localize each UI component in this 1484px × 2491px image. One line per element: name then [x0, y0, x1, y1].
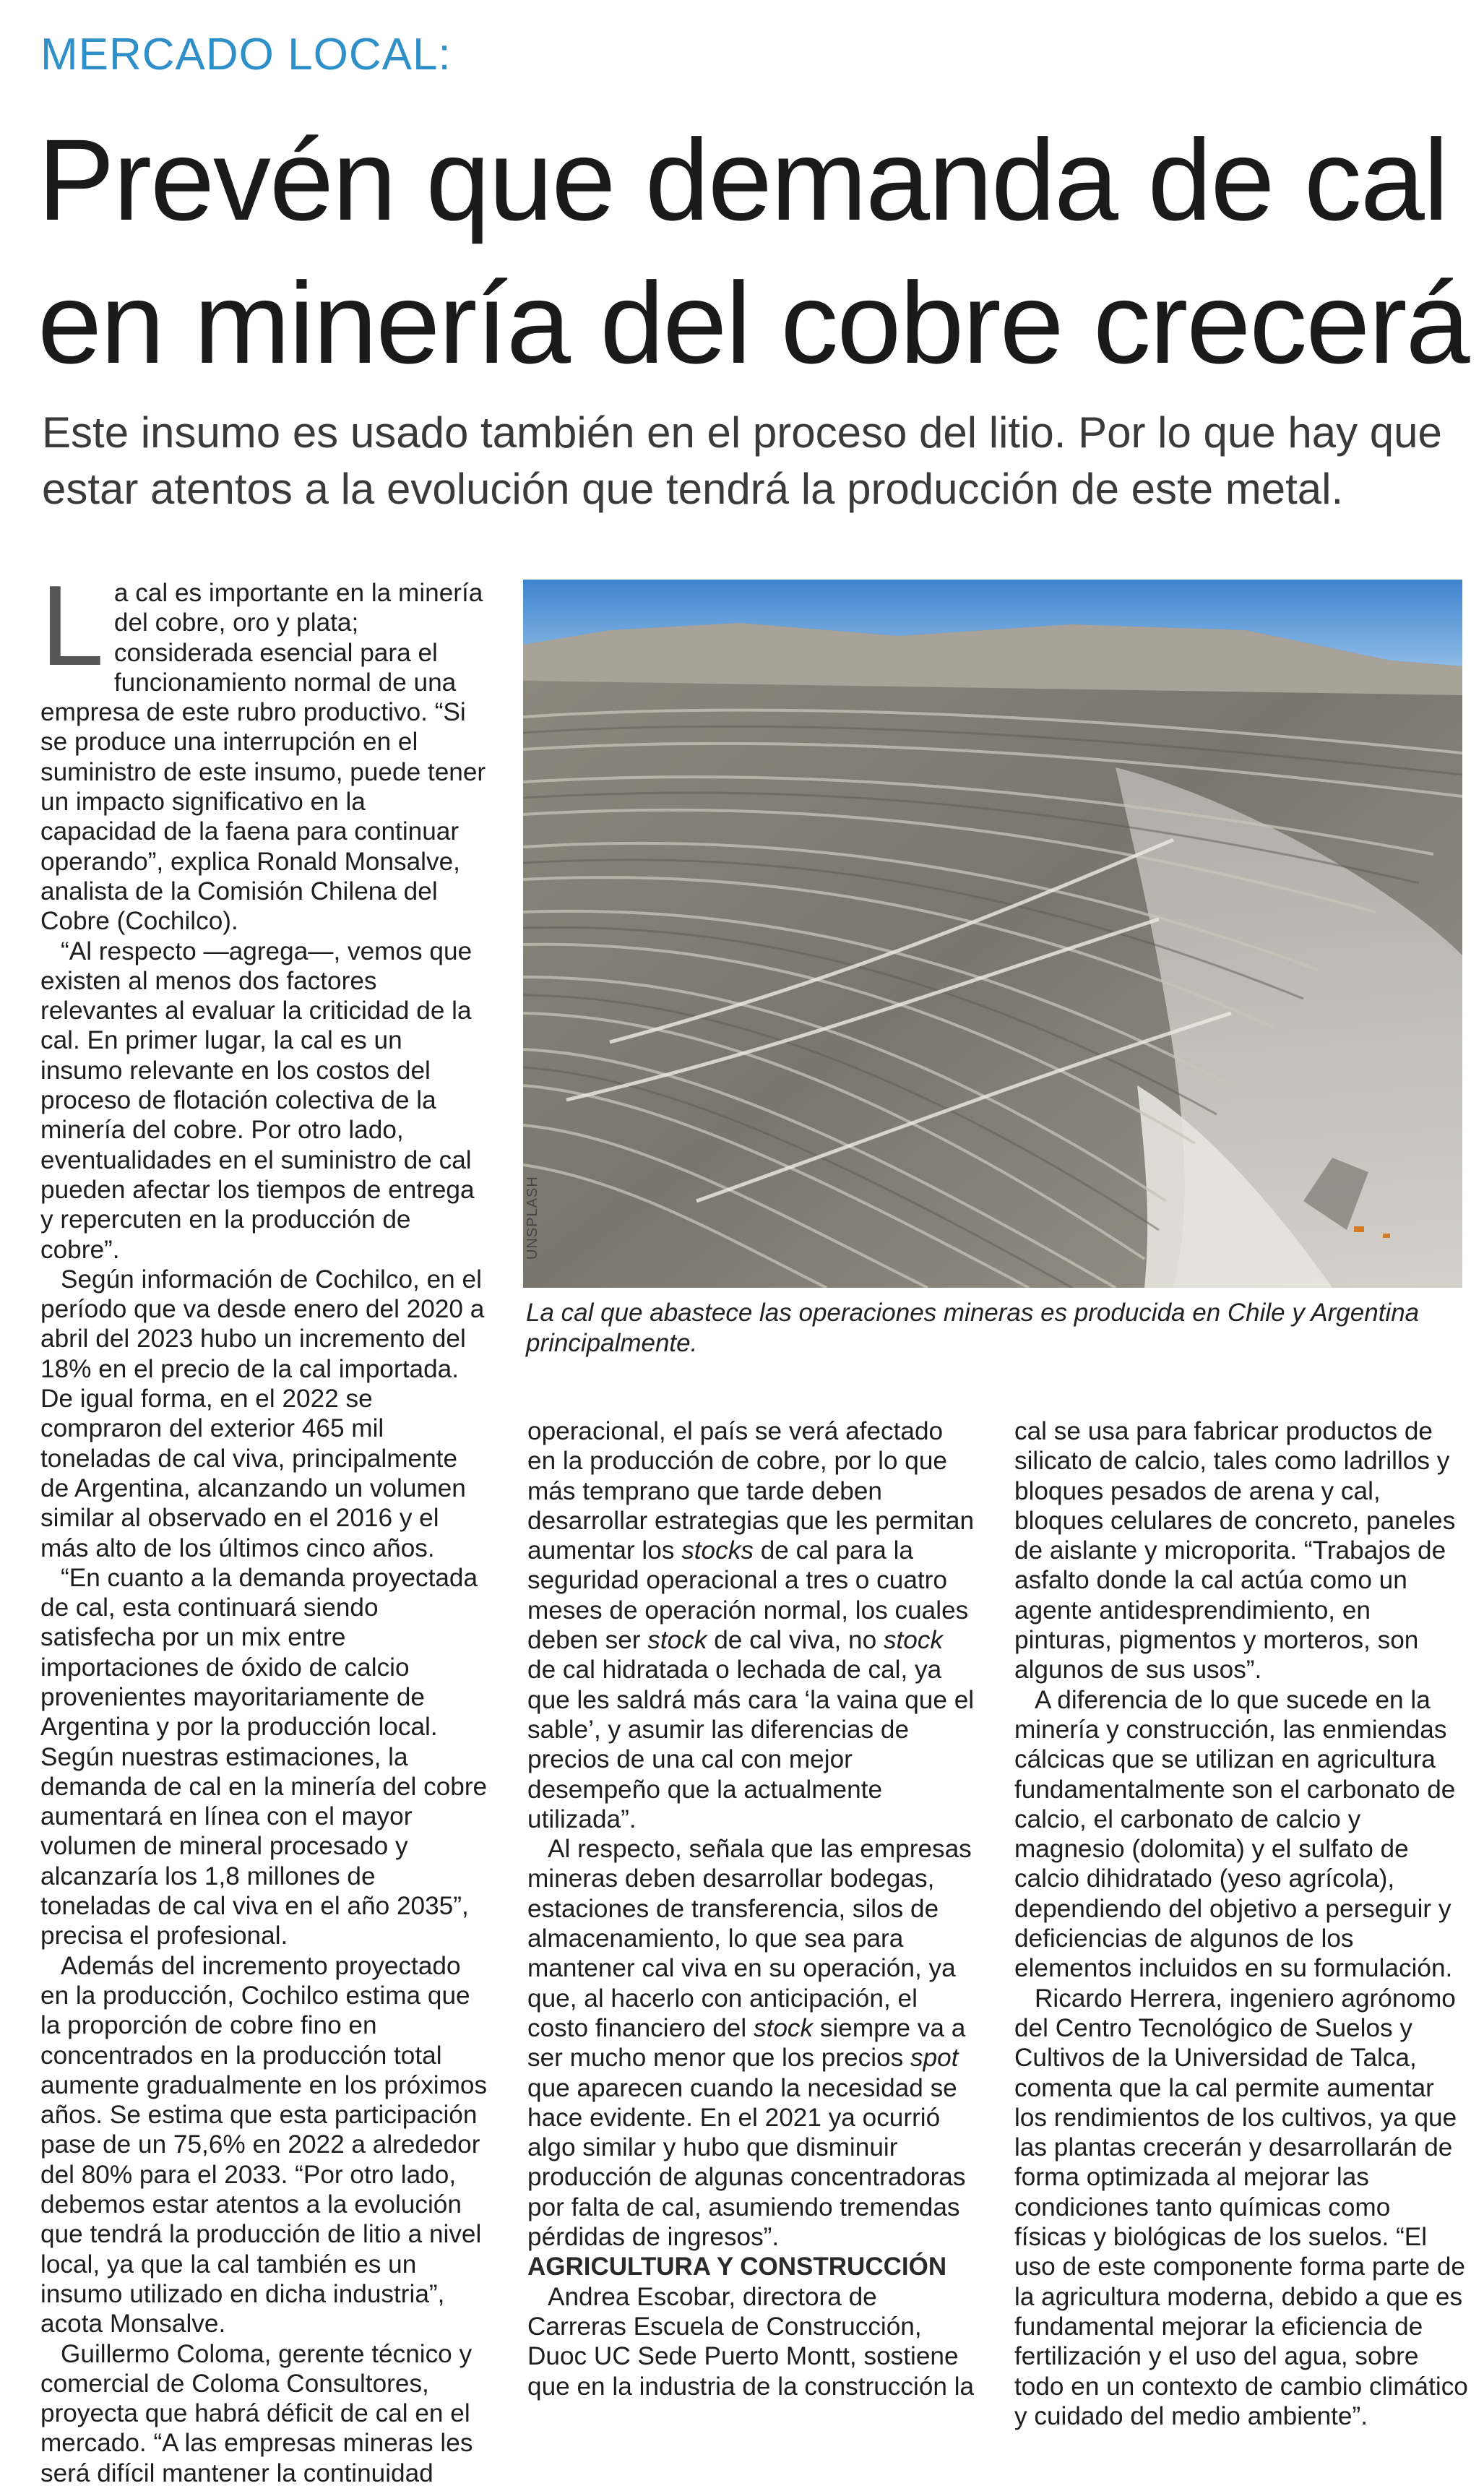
- paragraph: [527, 1834, 975, 2252]
- paragraph: Además del incremento proyectado en la producción, Cochilco estima que la proporción de cobre fino en concentrados en la producción total aumente gradualmente en los próximos años. Se estima que esta participación pase de un 75,6% en 2022 a alrededor del 80% para el 2033. “Por otro lado, debemos estar atentos a la evolución que tendrá la producción de litio a nivel local, ya que la cal también es un insumo utilizado en dicha industria”, acota Monsalve.: [40, 1951, 488, 2339]
- text-run: de cal viva, no: [707, 1626, 884, 1655]
- photo-container: [523, 580, 1462, 1288]
- photo-caption: La cal que abastece las operaciones mineras es producida en Chile y Argentina principalmente.: [526, 1299, 1420, 1357]
- italic-term: stocks: [681, 1536, 754, 1565]
- paragraph: [40, 562, 488, 937]
- paragraph: [527, 1416, 975, 1834]
- text-run: operacional, el país se verá afectado en la producción de cobre, por lo que más temprano que tarde deben desarrollar estrategias que les permitan aumentar los: [527, 1417, 975, 1565]
- section-label: MERCADO LOCAL:: [40, 30, 452, 79]
- drop-cap: L: [40, 562, 104, 689]
- paragraph-text: a cal es importante en la minería del cobre, oro y plata; considerada esencial para el funcionamiento normal de una empresa de este rubro productivo. “Si se produce una interrupción en el suministro de este insumo, puede tener un impacto significativo en la capacidad de la faena para continuar operando”, explica Ronald Monsalve, analista de la Comisión Chilena del Cobre (Cochilco).: [40, 579, 486, 936]
- text-run: Al respecto, señala que las empresas mineras deben desarrollar bodegas, estaciones de transferencia, silos de almacenamiento, lo que sea para mantener cal viva en su operación, ya que, al hacerlo con anticipación, el costo financiero del: [527, 1835, 972, 2042]
- text-run: que aparecen cuando la necesidad se hace evidente. En el 2021 ya ocurrió algo similar y hubo que disminuir producción de algunas concentradoras por falta de cal, asumiendo tremendas pérdidas de ingresos”.: [527, 2073, 966, 2252]
- paragraph: A diferencia de lo que sucede en la minería y construcción, las enmiendas cálcicas que se utilizan en agricultura fundamentalmente son el carbonato de calcio, el carbonato de calcio y magnesio (dolomita) y el sulfato de calcio dihidratado (yeso agrícola), dependiendo del objetivo a perseguir y deficiencias de algunos de los elementos incluidos en su formulación.: [1014, 1685, 1456, 1983]
- headline-line-2: en minería del cobre crecerá: [38, 258, 1469, 387]
- italic-term: stock: [753, 2013, 814, 2042]
- paragraph: Andrea Escobar, directora de Carreras Escuela de Construcción, Duoc UC Sede Puerto Montt, sostiene que en la industria de la construcción la: [527, 2282, 975, 2401]
- article-column-1: [40, 562, 488, 2488]
- text-run: de cal para la seguridad operacional a tres o cuatro meses de operación normal, los cuales deben ser: [527, 1536, 969, 1655]
- open-pit-mine-photo: [523, 580, 1462, 1288]
- article-column-3: [1014, 1416, 1468, 2431]
- photo-credit: UNSPLASH: [525, 1176, 540, 1260]
- italic-term: spot: [910, 2044, 959, 2073]
- text-run: de cal hidratada o lechada de cal, ya que les saldrá más cara ‘la vaina que el sable’, y asumir las diferencias de precios de una cal con mejor desempeño que la actualmente utilizada”.: [527, 1656, 975, 1833]
- headline-line-1: Prevén que demanda de cal: [38, 115, 1448, 244]
- paragraph: cal se usa para fabricar productos de silicato de calcio, tales como ladrillos y bloques pesados de arena y cal, bloques celulares de concreto, paneles de aislante y microporita. “Trabajos de asfalto donde la cal actúa como un agente antidesprendimiento, en pinturas, pigmentos y morteros, son algunos de sus usos”.: [1014, 1417, 1456, 1685]
- section-subhead: AGRICULTURA Y CONSTRUCCIÓN: [527, 2253, 947, 2281]
- italic-term: stock: [883, 1626, 944, 1655]
- deck-subtitle: Este insumo es usado también en el proceso del litio. Por lo que hay que estar atentos a la evolución que tendrá la producción de este metal.: [42, 408, 1442, 513]
- paragraph: “En cuanto a la demanda proyectada de cal, esta continuará siendo satisfecha por un mix entre importaciones de óxido de calcio provenientes mayoritariamente de Argentina y por la producción local. Según nuestras estimaciones, la demanda de cal en la minería del cobre aumentará en línea con el mayor volumen de mineral procesado y alcanzaría los 1,8 millones de toneladas de cal viva en el año 2035”, precisa el profesional.: [40, 1563, 488, 1950]
- article-column-2: [527, 1416, 975, 2401]
- paragraph: Ricardo Herrera, ingeniero agrónomo del Centro Tecnológico de Suelos y Cultivos de la Universidad de Talca, comenta que la cal permite aumentar los rendimientos de los cultivos, ya que las plantas crecerán y desarrollarán de forma optimizada al mejorar las condiciones tanto químicas como físicas y biológicas de los suelos. “El uso de este componente forma parte de la agricultura moderna, debido a que es fundamental mejorar la eficiencia de fertilización y el uso del agua, sobre todo en un contexto de cambio climático y cuidado del medio ambiente”.: [1014, 1984, 1468, 2430]
- headline: [38, 108, 1475, 395]
- paragraph: Guillermo Coloma, gerente técnico y comercial de Coloma Consultores, proyecta que habrá déficit de cal en el mercado. “A las empresas mineras les será difícil mantener la continuidad: [40, 2339, 473, 2487]
- text-run: siempre va a ser mucho menor que los precios: [527, 2013, 966, 2073]
- italic-term: stock: [647, 1626, 707, 1655]
- paragraph: Según información de Cochilco, en el período que va desde enero del 2020 a abril del 2023 hubo un incremento del 18% en el precio de la cal importada. De igual forma, en el 2022 se compraron del exterior 465 mil toneladas de cal viva, principalmente de Argentina, alcanzando un volumen similar al observado en el 2016 y el más alto de los últimos cinco años.: [40, 1265, 485, 1562]
- paragraph: “Al respecto —agrega—, vemos que existen al menos dos factores relevantes al evaluar la criticidad de la cal. En primer lugar, la cal es un insumo relevante en los costos del proceso de flotación colectiva de la minería del cobre. Por otro lado, eventualidades en el suministro de cal pueden afectar los tiempos de entrega y repercuten en la producción de cobre”.: [40, 937, 475, 1264]
